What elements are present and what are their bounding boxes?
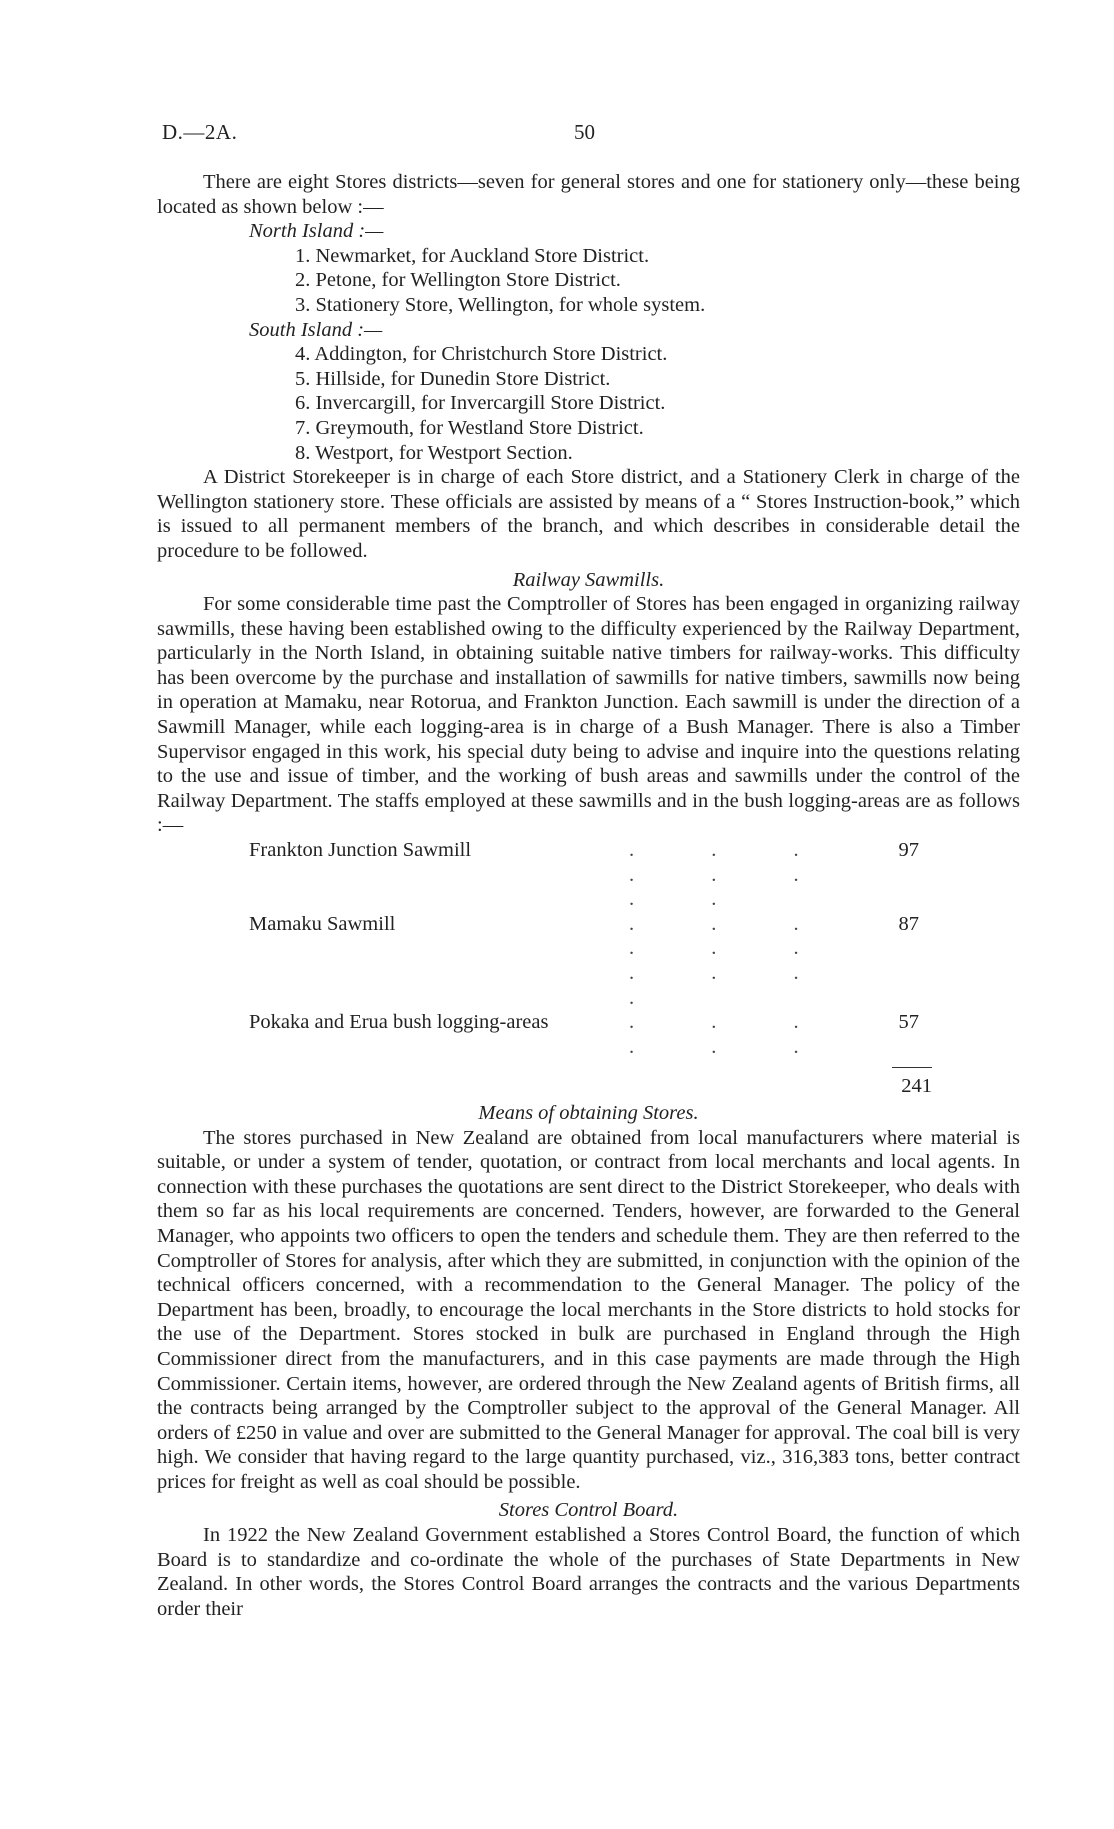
table-row — [249, 912, 919, 1010]
north-island-label: North Island :— — [249, 220, 384, 243]
staff-location: Pokaka and Erua bush logging-areas — [249, 1011, 549, 1034]
north-island-list — [157, 244, 1020, 318]
sawmills-paragraph: For some considerable time past the Comptroller of Stores has been engaged in organizing railway sawmills, these having been established owing to the difficulty experienced by the Railway Department, particularly in the North Island, in obtaining suitable native timbers for railway-works. This difficulty has been overcome by the purchase and installation of sawmills for native timbers, sawmills now being in operation at Mamaku, near Rotorua, and Frankton Junction. Each sawmill is under the direction of a Sawmill Manager, while each logging-area is in charge of a Bush Manager. There is also a Timber Supervisor engaged in this work, his special duty being to advise and inquire into the questions relating to the use and issue of timber, and the working of bush areas and sawmills under the control of the Railway Department. The staffs employed at these sawmills and in the bush logging-areas are as follows :— — [157, 593, 1020, 837]
page-header — [162, 120, 1062, 148]
list-item: 5. Hillside, for Dunedin Store District. — [295, 367, 611, 390]
staff-table — [249, 838, 919, 1059]
stores-control-board-heading: Stores Control Board. — [498, 1499, 679, 1522]
staff-location: Mamaku Sawmill — [249, 912, 396, 935]
list-item: 8. Westport, for Westport Section. — [295, 441, 573, 464]
railway-sawmills-heading: Railway Sawmills. — [512, 568, 665, 591]
intro-paragraph: There are eight Stores districts—seven for general stores and one for stationery only—these being located as shown below :— — [157, 171, 1020, 218]
page-number: 50 — [574, 120, 595, 144]
list-item: 6. Invercargill, for Invercargill Store District. — [295, 392, 666, 415]
document-reference: D.—2A. — [162, 120, 238, 144]
staff-count: 57 — [898, 1011, 919, 1034]
list-item: 7. Greymouth, for Westland Store District. — [295, 416, 644, 439]
means-heading: Means of obtaining Stores. — [478, 1101, 699, 1124]
storekeeper-paragraph: A District Storekeeper is in charge of each Store district, and a Stationery Clerk in charge of the Wellington stationery store. These officials are assisted by means of a “ Stores Instruction-book,” which is issued to all permanent members of the branch, and which describes in considerable detail the procedure to be followed. — [157, 466, 1020, 562]
document-body — [157, 170, 1020, 1621]
staff-total: 241 — [901, 1075, 932, 1098]
table-row — [249, 1010, 919, 1059]
table-row — [249, 838, 919, 912]
board-paragraph: In 1922 the New Zealand Government established a Stores Control Board, the function of which Board is to standardize and co-ordinate the whole of the purchases of State Departments in New Zealand. In other words, the Stores Control Board arranges the contracts and the various Departments order their — [157, 1524, 1020, 1620]
list-item: 2. Petone, for Wellington Store District. — [295, 269, 621, 292]
list-item: 4. Addington, for Christchurch Store District. — [295, 343, 668, 366]
total-rule — [892, 1067, 932, 1068]
south-island-label: South Island :— — [249, 318, 383, 341]
staff-count: 97 — [898, 839, 919, 862]
list-item: 3. Stationery Store, Wellington, for whole system. — [295, 293, 706, 316]
staff-location: Frankton Junction Sawmill — [249, 839, 472, 862]
means-paragraph: The stores purchased in New Zealand are obtained from local manufacturers where material is suitable, or under a system of tender, quotation, or contract from local merchants and local agents. In connection with these purchases the quotations are sent direct to the District Storekeeper, who deals with them so far as his local requirements are concerned. Tenders, however, are forwarded to the General Manager, who appoints two officers to open the tenders and schedule them. They are then referred to the Comptroller of Stores for analysis, after which they are submitted, in conjunction with the opinion of the technical officers concerned, with a recommendation to the General Manager. The policy of the Department has been, broadly, to encourage the local merchants in the Store districts to hold stocks for the use of the Department. Stores stocked in bulk are purchased in England through the High Commissioner direct from the manufacturers, and in this case payments are made through the High Commissioner. Certain items, however, are ordered through the New Zealand agents of British firms, all the contracts being arranged by the Comptroller subject to the approval of the General Manager. All orders of £250 in value and over are submitted to the General Manager for approval. The coal bill is very high. We consider that having regard to the large quantity purchased, viz., 316,383 tons, better contract prices for freight as well as coal should be possible. — [157, 1126, 1020, 1493]
staff-count: 87 — [898, 912, 919, 935]
leader-dots: . . . . . . — [629, 1011, 835, 1058]
leader-dots: . . . . . . . . . . — [629, 912, 835, 1009]
south-island-list — [157, 342, 1020, 465]
leader-dots: . . . . . . . . — [629, 839, 835, 911]
list-item: 1. Newmarket, for Auckland Store District. — [295, 244, 650, 267]
